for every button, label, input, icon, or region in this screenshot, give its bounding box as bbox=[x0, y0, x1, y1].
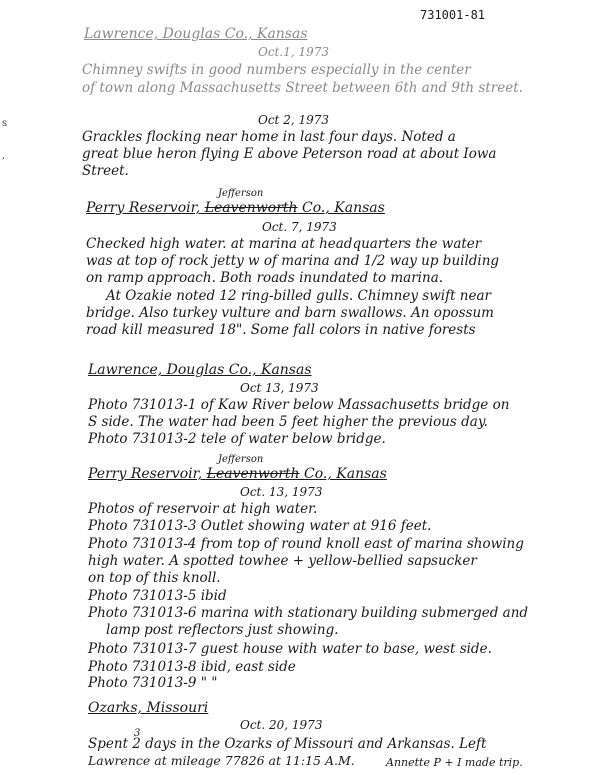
entry5-line: Photo 731013-5 ibid bbox=[88, 588, 227, 604]
entry5-heading-struck: Leavenworth bbox=[206, 466, 300, 482]
margin-mark: s bbox=[2, 118, 8, 129]
entry5-line: Photo 731013-9 " " bbox=[88, 675, 218, 691]
entry5-line: Photos of reservoir at high water. bbox=[88, 501, 318, 517]
entry3-line: road kill measured 18". Some fall colors in native forests bbox=[86, 322, 476, 338]
entry2-line: Street. bbox=[82, 163, 129, 179]
entry3-heading-insert: Jefferson bbox=[218, 188, 264, 199]
entry4-line: Photo 731013-1 of Kaw River below Massachusetts bridge on bbox=[88, 397, 510, 413]
entry1-heading: Lawrence, Douglas Co., Kansas bbox=[84, 26, 308, 42]
entry6-line: Annette P + I made trip. bbox=[386, 756, 523, 769]
entry5-line: Photo 731013-8 ibid, east side bbox=[88, 659, 296, 675]
entry5-line: Photo 731013-4 from top of round knoll east of marina showing bbox=[88, 536, 524, 552]
entry5-line: Photo 731013-6 marina with stationary building submerged and bbox=[88, 605, 529, 621]
entry6-heading: Ozarks, Missouri bbox=[88, 700, 209, 716]
entry5-line: high water. A spotted towhee + yellow-bellied sapsucker bbox=[88, 553, 477, 569]
entry3-line: on ramp approach. Both roads inundated to marina. bbox=[86, 270, 444, 286]
entry3-heading-county: Co., Kansas bbox=[302, 200, 385, 216]
entry5-heading-county: Co., Kansas bbox=[304, 466, 387, 482]
margin-mark: , bbox=[2, 150, 6, 161]
entry1-line: of town along Massachusetts Street between 6th and 9th street. bbox=[82, 80, 523, 96]
entry4-line: Photo 731013-2 tele of water below bridge. bbox=[88, 431, 386, 447]
entry2-line: Grackles flocking near home in last four days. Noted a bbox=[82, 129, 456, 145]
entry3-heading-struck: Leavenworth bbox=[204, 200, 298, 216]
entry2-date: Oct 2, 1973 bbox=[258, 113, 329, 127]
entry5-heading bbox=[88, 466, 387, 482]
entry5-date: Oct. 13, 1973 bbox=[240, 485, 323, 499]
entry4-line: S side. The water had been 5 feet higher the previous day. bbox=[88, 414, 488, 430]
entry6-line: Lawrence at mileage 77826 at 11:15 A.M. bbox=[88, 753, 355, 768]
entry3-line: bridge. Also turkey vulture and barn swallows. An opossum bbox=[86, 305, 494, 321]
entry5-heading-place: Perry Reservoir, bbox=[88, 466, 203, 482]
entry4-date: Oct 13, 1973 bbox=[240, 381, 319, 395]
entry5-line: lamp post reflectors just showing. bbox=[106, 622, 339, 638]
entry3-heading bbox=[86, 200, 385, 216]
entry5-line: Photo 731013-7 guest house with water to base, west side. bbox=[88, 641, 492, 657]
entry6-superscript: 3 bbox=[134, 728, 141, 739]
entry5-heading-insert: Jefferson bbox=[218, 454, 264, 465]
entry6-line: Spent 2 days in the Ozarks of Missouri and Arkansas. Left bbox=[88, 736, 487, 752]
entry1-date: Oct.1, 1973 bbox=[258, 45, 329, 59]
entry5-line: Photo 731013-3 Outlet showing water at 916 feet. bbox=[88, 518, 432, 534]
entry4-heading: Lawrence, Douglas Co., Kansas bbox=[88, 362, 312, 378]
entry5-line: on top of this knoll. bbox=[88, 570, 221, 586]
entry3-heading-place: Perry Reservoir, bbox=[86, 200, 201, 216]
entry1-line: Chimney swifts in good numbers especially in the center bbox=[82, 62, 471, 78]
entry3-date: Oct. 7, 1973 bbox=[262, 220, 337, 234]
document-id: 731001-81 bbox=[420, 8, 486, 22]
entry3-line: Checked high water. at marina at headquarters the water bbox=[86, 236, 482, 252]
entry3-line: At Ozakie noted 12 ring-billed gulls. Chimney swift near bbox=[106, 288, 491, 304]
entry3-line: was at top of rock jetty w of marina and 1/2 way up building bbox=[86, 253, 500, 269]
entry6-date: Oct. 20, 1973 bbox=[240, 718, 323, 732]
entry2-line: great blue heron flying E above Peterson road at about Iowa bbox=[82, 146, 497, 162]
